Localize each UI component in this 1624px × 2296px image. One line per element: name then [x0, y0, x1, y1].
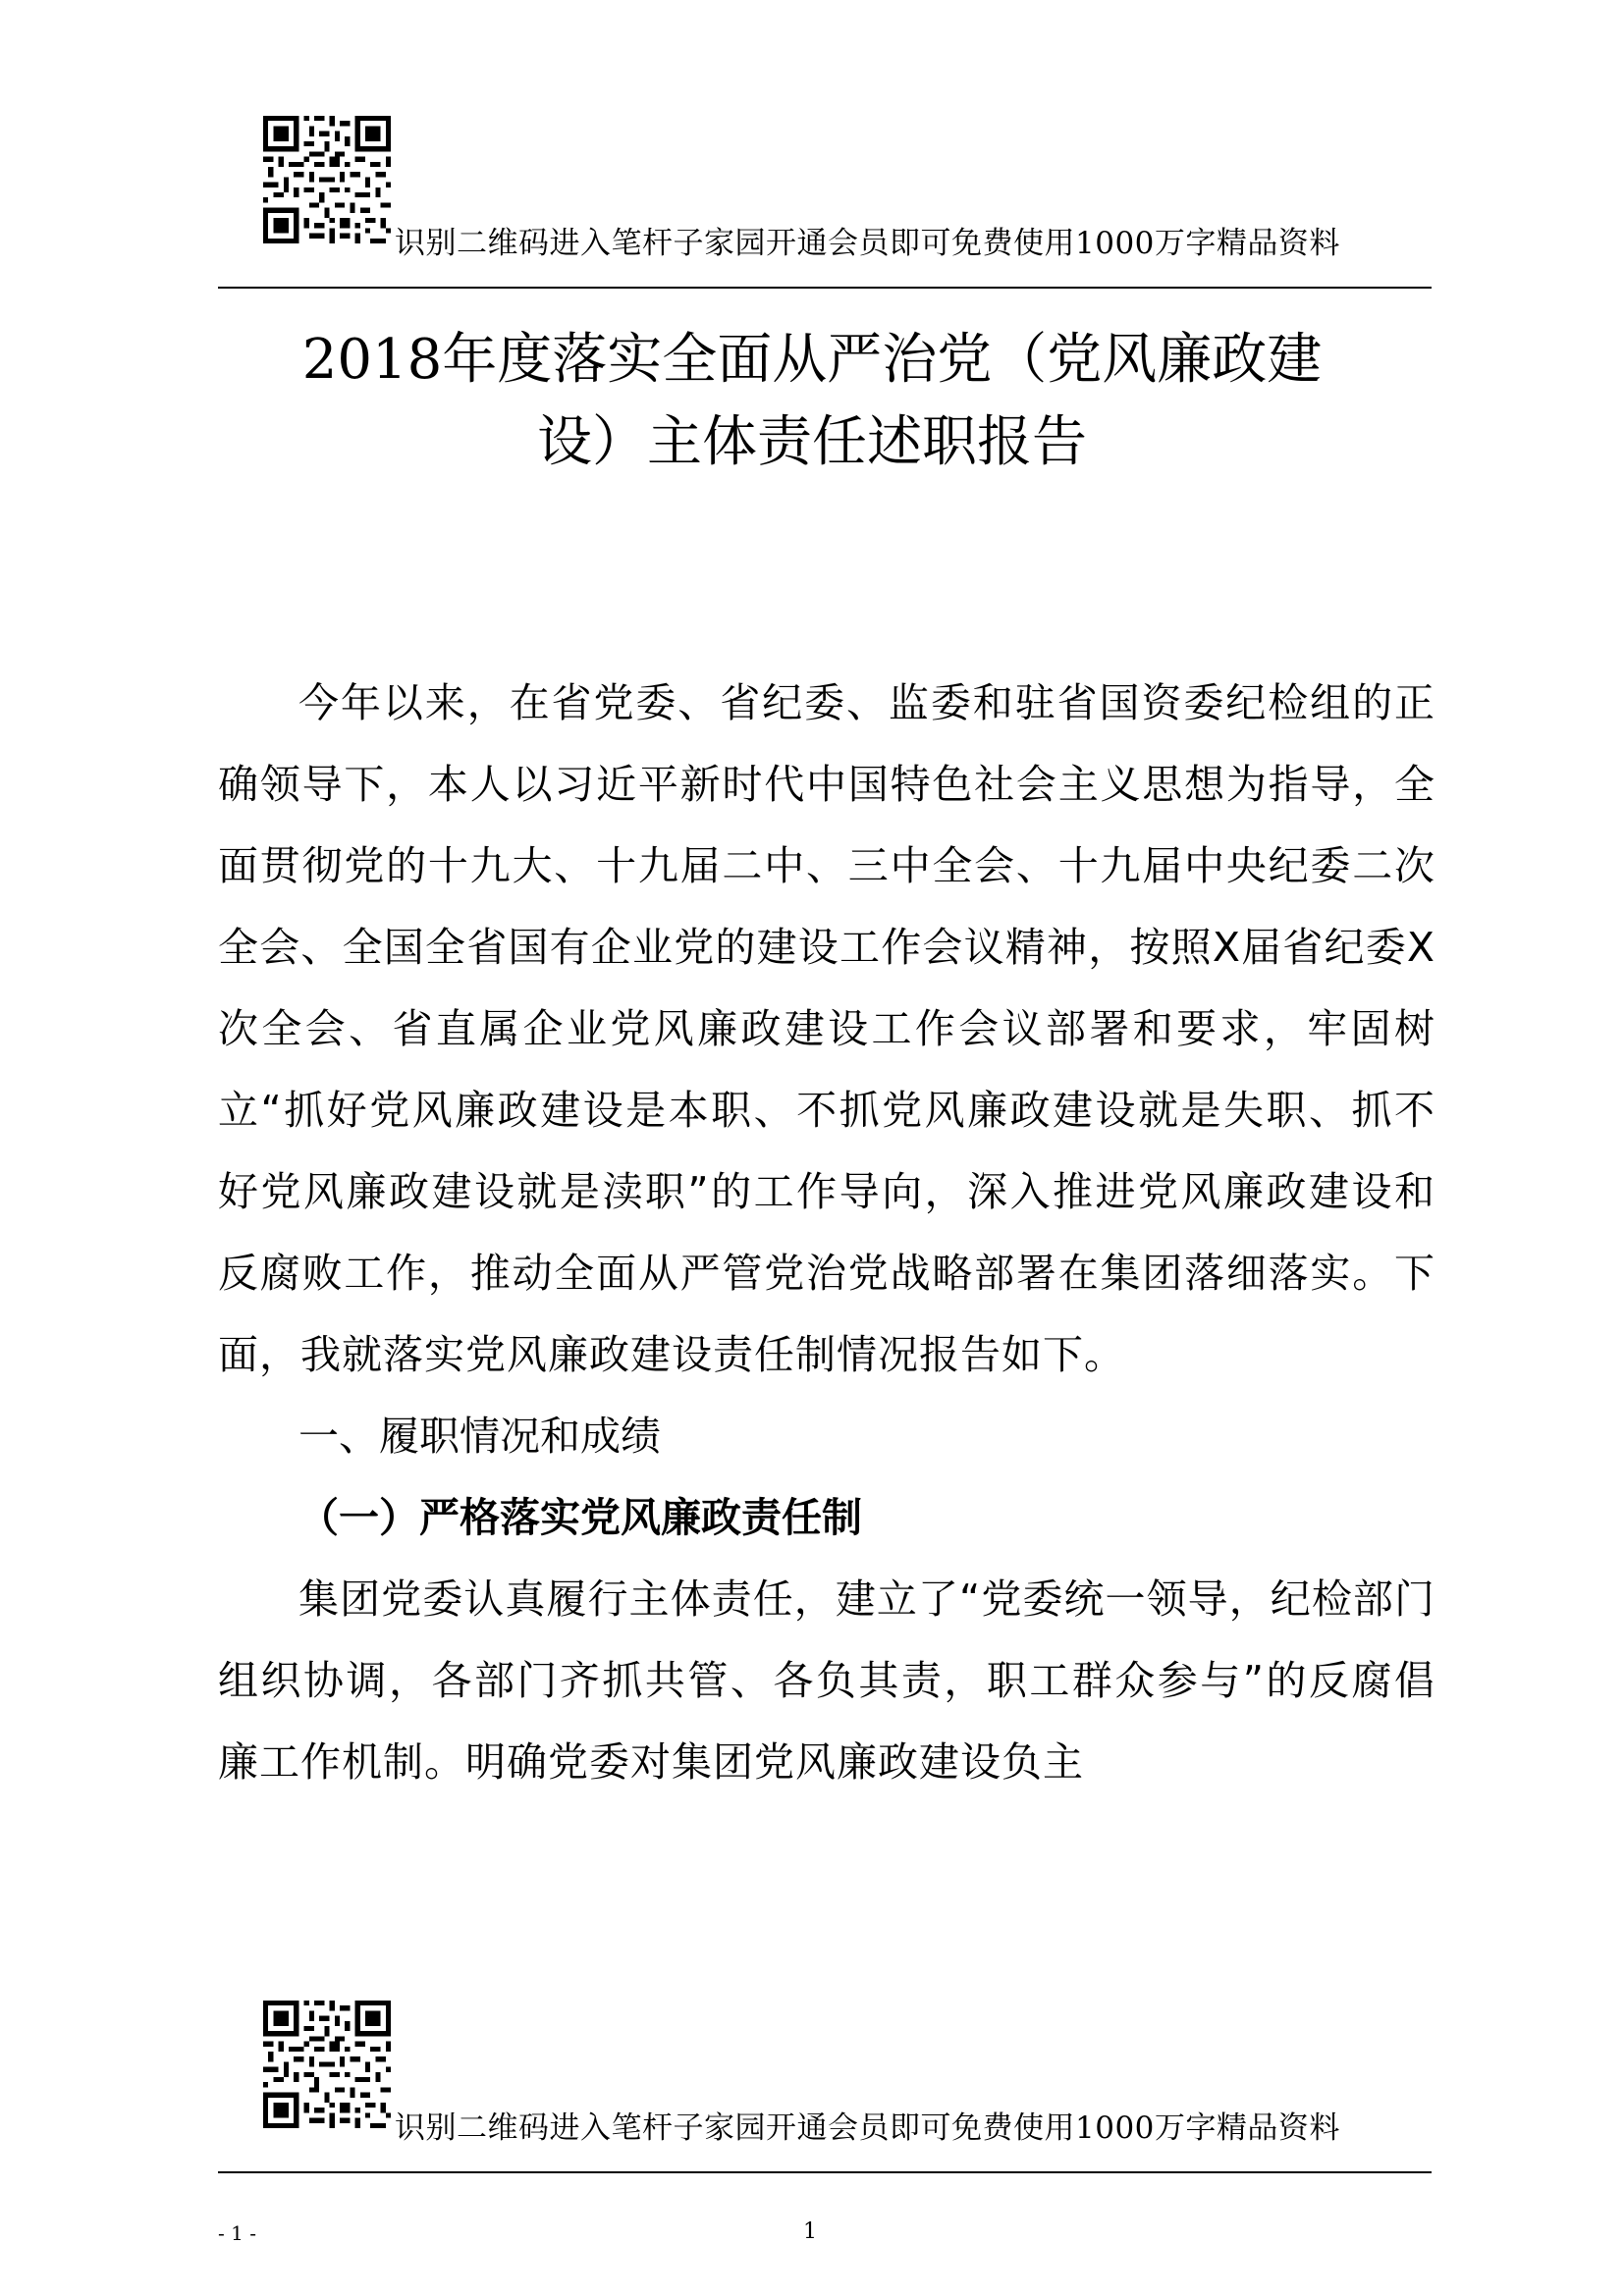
page-number: 1	[803, 2219, 817, 2244]
footer-divider	[218, 2171, 1432, 2173]
title-line-1: 2018年度落实全面从严治党（党风廉政建	[301, 328, 1323, 392]
body-paragraph: 集团党委认真履行主体责任，建立了“党委统一领导，纪检部门组织协调，各部门齐抓共管、各负其责，职工群众参与”的反腐倡廉工作机制。明确党委对集团党风廉政建设负主	[218, 1575, 1435, 1786]
intro-paragraph: 今年以来，在省党委、省纪委、监委和驻省国资委纪检组的正确领导下，本人以习近平新时代中国特色社会主义思想为指导，全面贯彻党的十九大、十九届二中、三中全会、十九届中央纪委二次全会、全国全省国有企业党的建设工作会议精神，按照X届省纪委X次全会、省直属企业党风廉政建设工作会议部署和要求，牢固树立“抓好党风廉政建设是本职、不抓党风廉政建设就是失职、抓不好党风廉政建设就是渎职”的工作导向，深入推进党风廉政建设和反腐败工作，推动全面从严管党治党战略部署在集团落细落实。下面，我就落实党风廉政建设责任制情况报告如下。	[218, 679, 1435, 1378]
subsection-heading: （一）严格落实党风廉政责任制	[298, 1494, 862, 1541]
footer-qr-code-icon[interactable]	[263, 2001, 391, 2128]
qr-code-icon[interactable]	[263, 116, 391, 243]
document-title	[147, 319, 1477, 484]
header-banner-text[interactable]: 识别二维码进入笔杆子家园开通会员即可免费使用1000万字精品资料	[395, 226, 1340, 261]
section-heading: 一、履职情况和成绩	[298, 1413, 661, 1460]
header-divider	[218, 287, 1432, 289]
footer-banner-text[interactable]: 识别二维码进入笔杆子家园开通会员即可免费使用1000万字精品资料	[395, 2110, 1340, 2146]
page-label: - 1 -	[218, 2221, 256, 2245]
title-line-2: 设）主体责任述职报告	[537, 410, 1087, 474]
document-body	[218, 663, 1435, 1803]
